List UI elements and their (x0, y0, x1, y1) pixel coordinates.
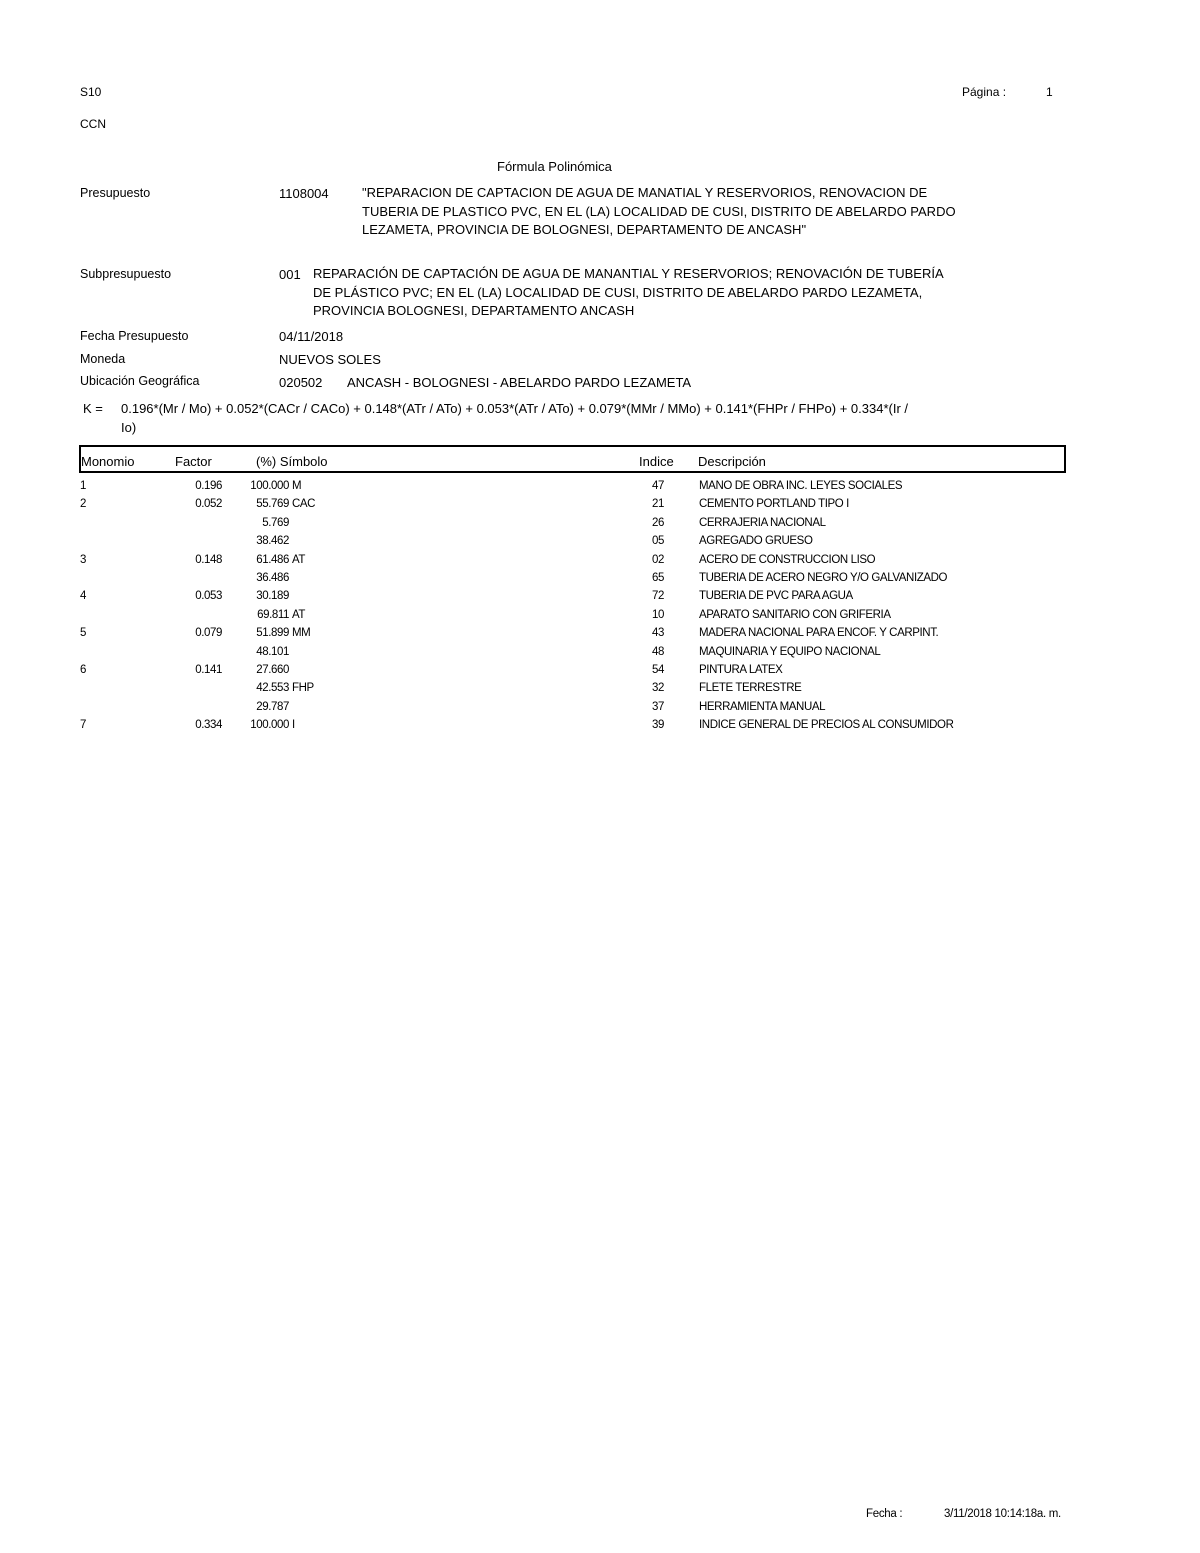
page-label: Página : (962, 85, 1007, 99)
cell-indice: 21 (652, 498, 664, 511)
page-title: Fórmula Polinómica (497, 159, 612, 174)
table-row (0, 609, 1200, 627)
cell-indice: 37 (652, 700, 664, 713)
cell-monomio: 4 (80, 590, 86, 603)
table-row (0, 554, 1200, 572)
system-code: S10 (80, 85, 102, 99)
cell-factor: 0.053 (195, 590, 222, 603)
cell-descripcion: MADERA NACIONAL PARA ENCOF. Y CARPINT. (699, 627, 939, 640)
table-row (0, 535, 1200, 553)
moneda-label: Moneda (80, 352, 126, 366)
table-row (0, 627, 1200, 645)
cell-indice: 39 (652, 719, 664, 732)
cell-simbolo: MM (292, 627, 311, 640)
cell-factor: 0.148 (195, 553, 222, 566)
ubicacion-value: ANCASH - BOLOGNESI - ABELARDO PARDO LEZAMETA (347, 375, 692, 390)
footer-fecha-value: 3/11/2018 10:14:18a. m. (944, 1508, 1061, 1520)
cell-pct: 51.899 (256, 627, 289, 640)
cell-simbolo: AT (292, 608, 306, 621)
cell-descripcion: AGREGADO GRUESO (699, 535, 813, 548)
cell-pct: 5.769 (262, 516, 289, 529)
page-number: 1 (1046, 85, 1053, 99)
cell-indice: 10 (652, 608, 664, 621)
cell-pct: 42.553 (256, 682, 289, 695)
ubicacion-code: 020502 (279, 375, 323, 390)
cell-factor: 0.196 (195, 480, 222, 492)
cell-pct: 30.189 (256, 590, 289, 603)
cell-descripcion: APARATO SANITARIO CON GRIFERIA (699, 608, 891, 621)
cell-pct: 36.486 (256, 571, 289, 584)
table-row (0, 572, 1200, 590)
table-row (0, 517, 1200, 535)
cell-simbolo: I (292, 719, 295, 732)
cell-pct: 38.462 (256, 535, 289, 548)
cell-monomio: 3 (80, 553, 86, 566)
cell-indice: 47 (652, 480, 664, 492)
cell-descripcion: MAQUINARIA Y EQUIPO NACIONAL (699, 645, 881, 658)
cell-pct: 48.101 (256, 645, 289, 658)
cell-pct: 29.787 (256, 700, 289, 713)
cell-descripcion: ACERO DE CONSTRUCCION LISO (699, 553, 876, 566)
cell-factor: 0.334 (195, 719, 222, 732)
cell-simbolo: M (292, 480, 302, 492)
cell-simbolo: FHP (292, 682, 314, 695)
header-indice: Indice (639, 454, 674, 469)
cell-descripcion: HERRAMIENTA MANUAL (699, 700, 826, 713)
cell-monomio: 2 (80, 498, 86, 511)
footer-fecha-label: Fecha : (866, 1508, 903, 1520)
presupuesto-label: Presupuesto (80, 186, 151, 200)
table-row (0, 498, 1200, 516)
cell-pct: 100.000 (250, 480, 289, 492)
table-header (79, 445, 1066, 473)
header-descripcion: Descripción (698, 454, 766, 469)
cell-monomio: 5 (80, 627, 86, 640)
table-row (0, 664, 1200, 682)
table-row (0, 719, 1200, 737)
header-monomio: Monomio (81, 454, 135, 469)
moneda-value: NUEVOS SOLES (279, 352, 381, 367)
cell-monomio: 6 (80, 663, 86, 676)
cell-indice: 05 (652, 535, 664, 548)
cell-descripcion: MANO DE OBRA INC. LEYES SOCIALES (699, 480, 903, 492)
cell-descripcion: CERRAJERIA NACIONAL (699, 516, 826, 529)
cell-pct: 100.000 (250, 719, 289, 732)
cell-descripcion: CEMENTO PORTLAND TIPO I (699, 498, 849, 511)
table-body (0, 480, 1200, 737)
cell-indice: 72 (652, 590, 664, 603)
ubicacion-label: Ubicación Geográfica (80, 374, 200, 388)
subpresupuesto-code: 001 (279, 267, 301, 282)
cell-monomio: 7 (80, 719, 86, 732)
table-row (0, 682, 1200, 700)
cell-simbolo: CAC (292, 498, 316, 511)
fecha-presupuesto-label: Fecha Presupuesto (80, 329, 189, 343)
cell-descripcion: PINTURA LATEX (699, 663, 783, 676)
cell-pct: 27.660 (256, 663, 289, 676)
cell-factor: 0.052 (195, 498, 222, 511)
cell-indice: 65 (652, 571, 664, 584)
cell-descripcion: TUBERIA DE ACERO NEGRO Y/O GALVANIZADO (699, 571, 948, 584)
cell-descripcion: TUBERIA DE PVC PARA AGUA (699, 590, 853, 603)
cell-indice: 26 (652, 516, 664, 529)
presupuesto-code: 1108004 (279, 186, 329, 201)
cell-indice: 43 (652, 627, 664, 640)
cell-factor: 0.079 (195, 627, 222, 640)
cell-pct: 55.769 (256, 498, 289, 511)
subpresupuesto-label: Subpresupuesto (80, 267, 172, 281)
cell-indice: 54 (652, 663, 664, 676)
header-factor: Factor (175, 454, 212, 469)
subpresupuesto-text: REPARACIÓN DE CAPTACIÓN DE AGUA DE MANANTIAL Y RESERVORIOS; RENOVACIÓN DE TUBERÍA DE PLÁSTICO PVC; EN EL (LA) LOCALIDAD DE CUSI, DISTRITO DE ABELARDO PARDO LEZAMETA, PROVINCIA BOLOGNESI, DEPARTAMENTO ANCASH (313, 266, 943, 318)
header-pct-simbolo: (%) Símbolo (256, 454, 328, 469)
cell-indice: 48 (652, 645, 664, 658)
cell-descripcion: FLETE TERRESTRE (699, 682, 802, 695)
cell-monomio: 1 (80, 480, 86, 492)
formula-label: K = (83, 401, 103, 416)
cell-indice: 02 (652, 553, 664, 566)
fecha-presupuesto-value: 04/11/2018 (279, 329, 344, 344)
table-row (0, 646, 1200, 664)
formula-text: 0.196*(Mr / Mo) + 0.052*(CACr / CACo) + 0.148*(ATr / ATo) + 0.053*(ATr / ATo) + 0.079*(MMr / MMo) + 0.141*(FHPr / FHPo) + 0.334*(Ir / Io) (121, 401, 909, 435)
cell-pct: 61.486 (256, 553, 289, 566)
company-name: CCN (80, 117, 106, 131)
cell-descripcion: INDICE GENERAL DE PRECIOS AL CONSUMIDOR (699, 719, 954, 732)
cell-factor: 0.141 (195, 663, 222, 676)
cell-pct: 69.811 (257, 608, 289, 621)
table-row (0, 590, 1200, 608)
table-row (0, 480, 1200, 498)
table-row (0, 701, 1200, 719)
cell-simbolo: AT (292, 553, 306, 566)
cell-indice: 32 (652, 682, 664, 695)
presupuesto-text: "REPARACION DE CAPTACION DE AGUA DE MANATIAL Y RESERVORIOS, RENOVACION DE TUBERIA DE PLASTICO PVC, EN EL (LA) LOCALIDAD DE CUSI, DISTRITO DE ABELARDO PARDO LEZAMETA, PROVINCIA DE BOLOGNESI, DEPARTAMENTO DE ANCASH" (362, 185, 956, 237)
